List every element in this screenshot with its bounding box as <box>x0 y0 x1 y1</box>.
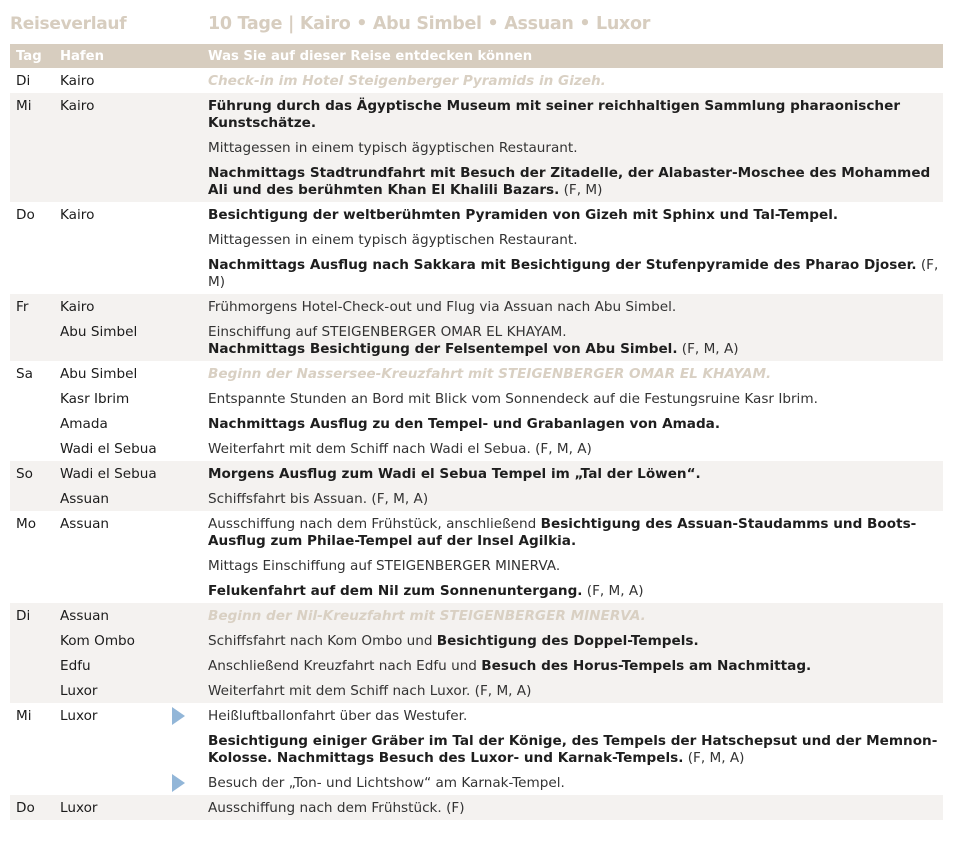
day-cell <box>10 728 54 770</box>
description-cell: Beginn der Nil-Kreuzfahrt mit STEIGENBERGER MINERVA. <box>208 603 943 628</box>
description-cell <box>208 578 943 603</box>
day-cell: So <box>10 461 54 486</box>
marker-cell <box>172 553 208 578</box>
day-cell: Mi <box>16 708 32 724</box>
description-highlight: Felukenfahrt auf dem Nil zum Sonnenuntergang. <box>208 583 583 599</box>
description-cell <box>208 252 943 294</box>
port-cell <box>54 135 172 160</box>
description-text: Anschließend Kreuzfahrt nach Edfu und <box>208 658 482 674</box>
table-row <box>10 135 943 160</box>
day-cell: Di <box>16 73 31 89</box>
marker-cell <box>172 653 208 678</box>
description-text: Weiterfahrt mit dem Schiff nach Wadi el Sebua. (F, M, A) <box>208 441 592 457</box>
port-cell: Luxor <box>54 678 172 703</box>
description-text: Weiterfahrt mit dem Schiff nach Luxor. (F, M, A) <box>208 683 532 699</box>
marker-cell <box>172 728 208 770</box>
description-cell <box>208 628 943 653</box>
table-row <box>10 703 943 728</box>
description-text: Heißluftballonfahrt über das Westufer. <box>208 708 468 724</box>
marker-cell <box>172 202 208 227</box>
description-text: Besuch der „Ton- und Lichtshow“ am Karnak-Tempel. <box>208 775 565 791</box>
description-highlight: Besichtigung einiger Gräber im Tal der Könige, des Tempels der Hatschepsut und der Memnon-Kolosse. Nachmittags Besuch des Luxor- und Karnak-Tempels. <box>208 733 938 766</box>
marker-cell <box>172 486 208 511</box>
table-row <box>10 436 943 461</box>
table-row <box>10 160 943 202</box>
day-cell <box>10 386 54 411</box>
trip-title: 10 Tage | Kairo • Abu Simbel • Assuan • Luxor <box>208 14 651 34</box>
marker-cell <box>172 93 208 135</box>
table-row <box>10 227 943 252</box>
port-cell: Wadi el Sebua <box>54 461 172 486</box>
description-text: Mittagessen in einem typisch ägyptischen Restaurant. <box>208 232 578 248</box>
day-cell <box>10 486 54 511</box>
port-cell: Luxor <box>54 795 172 820</box>
marker-cell <box>172 252 208 294</box>
day-cell: Di <box>10 603 54 628</box>
title-row <box>0 14 968 44</box>
table-row <box>10 361 943 386</box>
arrow-marker-icon <box>172 707 185 725</box>
day-cell: Do <box>10 795 54 820</box>
marker-cell <box>172 411 208 436</box>
description-cell <box>208 795 943 820</box>
meal-codes: (F, M, A) <box>677 341 739 357</box>
header-description: Was Sie auf dieser Reise entdecken können <box>208 44 943 68</box>
description-highlight: Besichtigung der weltberühmten Pyramiden von Gizeh mit Sphinx und Tal-Tempel. <box>208 207 839 223</box>
description-highlight: Führung durch das Ägyptische Museum mit seiner reichhaltigen Sammlung pharaonischer Kunstschätze. <box>208 98 901 131</box>
day-cell <box>10 553 54 578</box>
description-cell <box>208 728 943 770</box>
port-cell: Assuan <box>54 486 172 511</box>
description-cell <box>208 227 943 252</box>
port-cell <box>54 728 172 770</box>
table-row <box>10 252 943 294</box>
port-cell: Assuan <box>60 516 110 532</box>
description-cell: Check-in im Hotel Steigenberger Pyramids in Gizeh. <box>208 73 606 89</box>
meal-codes: (F, M) <box>559 182 603 198</box>
table-row <box>10 319 943 361</box>
day-cell: Do <box>16 207 35 223</box>
marker-cell <box>172 578 208 603</box>
table-row <box>10 386 943 411</box>
section-title: Reiseverlauf <box>10 14 127 34</box>
header-hafen: Hafen <box>54 44 172 68</box>
marker-cell <box>172 68 208 93</box>
marker-cell <box>172 628 208 653</box>
port-cell: Luxor <box>60 708 98 724</box>
port-cell <box>54 770 172 795</box>
table-row <box>10 553 943 578</box>
description-highlight: Nachmittags Ausflug nach Sakkara mit Besichtigung der Stufenpyramide des Pharao Djoser. <box>208 257 917 273</box>
port-cell: Amada <box>60 416 108 432</box>
marker-cell <box>172 461 208 486</box>
marker-cell <box>172 603 208 628</box>
day-cell <box>10 653 54 678</box>
marker-cell <box>172 386 208 411</box>
marker-cell <box>172 135 208 160</box>
header-spacer <box>172 44 208 68</box>
description-highlight: Morgens Ausflug zum Wadi el Sebua Tempel im „Tal der Löwen“. <box>208 466 701 482</box>
description-highlight: Besichtigung des Assuan-Staudamms und Boots-Ausflug zum Philae-Tempel auf der Insel Agilkia. <box>208 516 917 549</box>
port-cell: Kairo <box>60 73 95 89</box>
table-row <box>10 486 943 511</box>
table-row <box>10 578 943 603</box>
description-cell <box>208 202 943 227</box>
description-highlight: Nachmittags Ausflug zu den Tempel- und Grabanlagen von Amada. <box>208 416 721 432</box>
day-cell <box>10 160 54 202</box>
table-row <box>10 603 943 628</box>
day-cell <box>10 678 54 703</box>
day-cell: Mo <box>16 516 37 532</box>
day-cell: Sa <box>16 366 33 382</box>
marker-cell <box>172 436 208 461</box>
port-cell: Kasr Ibrim <box>60 391 130 407</box>
port-cell: Wadi el Sebua <box>60 441 157 457</box>
port-cell <box>54 160 172 202</box>
header-tag: Tag <box>10 44 54 68</box>
description-cell <box>208 294 943 319</box>
table-header <box>10 44 943 68</box>
port-cell <box>54 227 172 252</box>
description-cell <box>208 511 943 553</box>
marker-cell <box>172 678 208 703</box>
description-text: Mittagessen in einem typisch ägyptischen Restaurant. <box>208 140 578 156</box>
description-cell <box>208 411 943 436</box>
description-text: Frühmorgens Hotel-Check-out und Flug via Assuan nach Abu Simbel. <box>208 299 677 315</box>
table-row <box>10 728 943 770</box>
port-cell: Kairo <box>54 93 172 135</box>
description-cell <box>208 486 943 511</box>
day-cell: Mi <box>10 93 54 135</box>
description-cell <box>208 461 943 486</box>
marker-cell <box>172 361 208 386</box>
description-cell: Beginn der Nassersee-Kreuzfahrt mit STEIGENBERGER OMAR EL KHAYAM. <box>208 366 772 382</box>
table-row <box>10 461 943 486</box>
description-highlight: Besuch des Horus-Tempels am Nachmittag. <box>481 658 812 674</box>
description-cell <box>208 436 943 461</box>
table-row <box>10 653 943 678</box>
meal-codes: (F, M, A) <box>582 583 644 599</box>
description-text: Mittags Einschiffung auf STEIGENBERGER MINERVA. <box>208 558 561 574</box>
description-text: Ausschiffung nach dem Frühstück, anschließend <box>208 516 541 532</box>
meal-codes: (F, M) <box>208 257 939 290</box>
table-row <box>10 628 943 653</box>
port-cell: Edfu <box>54 653 172 678</box>
marker-cell <box>172 319 208 361</box>
day-cell <box>10 436 54 461</box>
day-cell <box>10 628 54 653</box>
day-cell <box>10 319 54 361</box>
marker-cell <box>172 160 208 202</box>
description-text: Entspannte Stunden an Bord mit Blick vom Sonnendeck auf die Festungsruine Kasr Ibrim. <box>208 391 818 407</box>
table-row <box>10 678 943 703</box>
day-cell <box>10 411 54 436</box>
port-cell: Abu Simbel <box>54 319 172 361</box>
port-cell: Assuan <box>54 603 172 628</box>
description-cell <box>208 160 943 202</box>
marker-cell <box>172 795 208 820</box>
table-row <box>10 411 943 436</box>
meal-codes: (F, M, A) <box>683 750 745 766</box>
port-cell <box>54 578 172 603</box>
arrow-marker-icon <box>172 774 185 792</box>
table-row <box>10 68 943 93</box>
day-cell <box>10 770 54 795</box>
description-text: Schiffsfahrt nach Kom Ombo und <box>208 633 437 649</box>
description-cell <box>208 319 943 361</box>
description-cell <box>208 770 943 795</box>
description-cell <box>208 553 943 578</box>
description-cell <box>208 135 943 160</box>
description-highlight: Besichtigung des Doppel-Tempels. <box>436 633 699 649</box>
description-cell <box>208 93 943 135</box>
port-cell: Kairo <box>54 294 172 319</box>
port-cell: Abu Simbel <box>60 366 138 382</box>
day-cell <box>10 578 54 603</box>
description-cell <box>208 386 943 411</box>
day-cell: Fr <box>10 294 54 319</box>
marker-cell <box>172 294 208 319</box>
table-row <box>10 511 943 553</box>
description-highlight: Nachmittags Besichtigung der Felsentempel von Abu Simbel. <box>208 341 678 357</box>
description-cell <box>208 703 943 728</box>
day-cell <box>10 227 54 252</box>
table-row <box>10 795 943 820</box>
description-cell <box>208 653 943 678</box>
day-cell <box>10 135 54 160</box>
port-cell: Kairo <box>60 207 95 223</box>
table-row <box>10 294 943 319</box>
table-row <box>10 93 943 135</box>
itinerary-table <box>10 44 943 820</box>
description-cell <box>208 678 943 703</box>
description-text: Ausschiffung nach dem Frühstück. (F) <box>208 800 465 816</box>
port-cell <box>54 553 172 578</box>
port-cell: Kom Ombo <box>54 628 172 653</box>
description-text: Einschiffung auf STEIGENBERGER OMAR EL KHAYAM. <box>208 324 567 340</box>
description-highlight: Nachmittags Stadtrundfahrt mit Besuch der Zitadelle, der Alabaster-Moschee des Mohammed Ali und des berühmten Khan El Khalili Bazars. <box>208 165 931 198</box>
port-cell <box>54 252 172 294</box>
day-cell <box>10 252 54 294</box>
description-text: Schiffsfahrt bis Assuan. (F, M, A) <box>208 491 429 507</box>
table-row <box>10 770 943 795</box>
itinerary-body <box>10 68 943 820</box>
marker-cell <box>172 511 208 553</box>
table-row <box>10 202 943 227</box>
marker-cell <box>172 227 208 252</box>
